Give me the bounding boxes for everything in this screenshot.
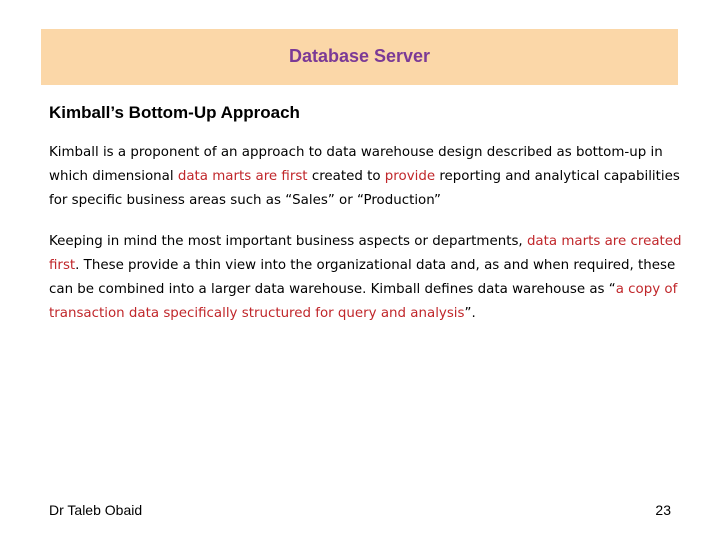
slide-title: Database Server	[288, 46, 431, 66]
paragraph-1-highlight-2: provide	[384, 169, 436, 184]
section-heading: Kimball’s Bottom-Up Approach	[49, 103, 300, 122]
paragraph-1	[49, 141, 689, 213]
footer-author: Dr Taleb Obaid	[49, 502, 143, 518]
page-number: 23	[655, 502, 671, 518]
paragraph-2-text-3: ”.	[464, 306, 476, 321]
paragraph-2-highlight-2: a copy of transaction data specifically structured for query and analysis	[49, 282, 678, 321]
header-banner	[41, 29, 678, 85]
paragraph-1-highlight-1: data marts are first	[177, 169, 308, 184]
paragraph-1-text-3: reporting and analytical capabilities for specific business areas such as “Sales” or “Production”	[49, 169, 680, 208]
paragraph-2-highlight-1: data marts are created first	[49, 234, 682, 273]
paragraph-1-text-2: created to	[307, 169, 385, 184]
paragraph-2-text-1: Keeping in mind the most important business aspects or departments,	[49, 234, 527, 249]
paragraph-2-text-2: . These provide a thin view into the organizational data and, as and when required, these can be combined into a larger data warehouse. Kimball defines data warehouse as “	[49, 258, 676, 297]
paragraph-2	[49, 230, 689, 326]
paragraph-1-text-1: Kimball is a proponent of an approach to data warehouse design described as bottom-up in which dimensional	[49, 145, 663, 184]
